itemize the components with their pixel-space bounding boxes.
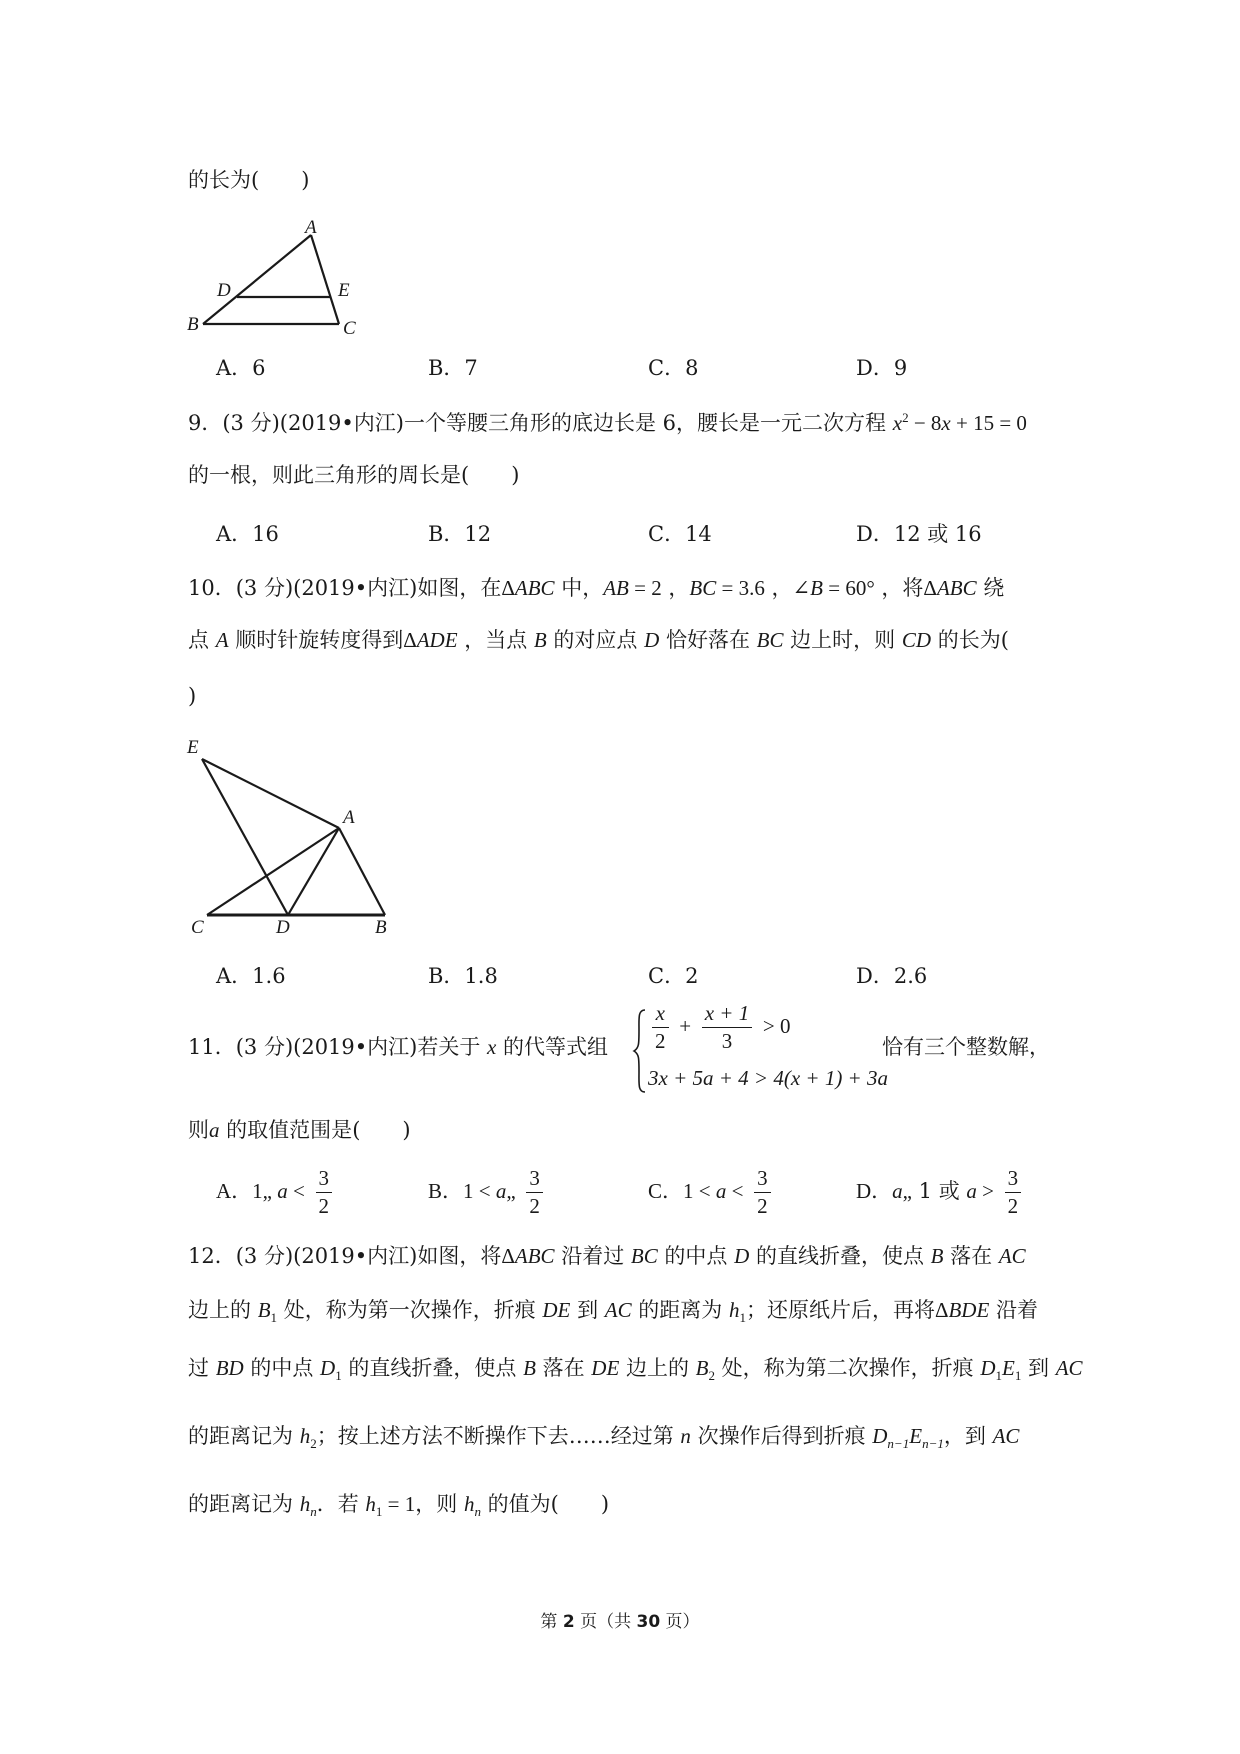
q10-option-d: D．2.6 (856, 964, 928, 988)
q8-option-c: C．8 (648, 356, 699, 380)
q8-option-a: A．6 (216, 356, 266, 380)
q11-option-d: D．a„ 1 或 a > $\frac{3}{2}$ (856, 1168, 1025, 1217)
q9-line1: 9．(3 分)(2019•内江)一个等腰三角形的底边长是 6，腰长是一元二次方程 $x^2 - 8x + 15 = 0$ (188, 410, 1027, 435)
q11-option-c: C．1 < a < $\frac{3}{2}$ (648, 1168, 775, 1217)
label-C: C (343, 318, 356, 339)
system-row-1: $\frac{x}{2}$ + $\frac{x + 1}{3}$ > 0 (648, 1003, 791, 1052)
q10-line3: ) (188, 684, 197, 708)
label-D: D (276, 917, 290, 935)
q12-line3: 过 BD 的中点 $D_1$ 的直线折叠，使点 B 落在 DE 边上的 $B_2$ 处，称为第二次操作，折痕 $D_1E_1$ 到 AC (188, 1356, 1083, 1384)
label-A: A (305, 218, 317, 238)
figure-triangle-ade (185, 218, 375, 340)
q8-tail: 的长为( ) (188, 168, 310, 192)
label-D: D (217, 280, 231, 301)
q10-line1: 10．(3 分)(2019•内江)如图，在ΔABC 中，AB = 2 ，BC = 3.6 ，∠B = 60° ，将ΔABC 绕 (188, 576, 1005, 600)
q12-line2: 边上的 $B_1$ 处，称为第一次操作，折痕 DE 到 AC 的距离为 $h_1$；还原纸片后，再将ΔBDE 沿着 (188, 1298, 1038, 1326)
label-A: A (343, 807, 355, 828)
q10-line2: 点 A 顺时针旋转度得到ΔADE ，当点 B 的对应点 D 恰好落在 BC 边上时，则 CD 的长为( (188, 628, 1009, 652)
q11-option-b: B．1 < a„ $\frac{3}{2}$ (428, 1168, 547, 1217)
q9-option-b: B．12 (428, 522, 492, 546)
q12-line4: 的距离记为 $h_2$；按上述方法不断操作下去……经过第 n 次操作后得到折痕 $D_{n-1}E_{n-1}$，到 AC (188, 1424, 1020, 1452)
q11-trail: 恰有三个整数解， (882, 1035, 1050, 1059)
label-C: C (191, 917, 204, 935)
q12-line1: 12．(3 分)(2019•内江)如图，将ΔABC 沿着过 BC 的中点 D 的直线折叠，使点 B 落在 AC (188, 1244, 1026, 1268)
q10-option-c: C．2 (648, 964, 699, 988)
q11-option-a: A．1„ a < $\frac{3}{2}$ (216, 1168, 336, 1217)
system-brace (632, 1008, 648, 1094)
page-footer: 第 2 页（共 30 页） (540, 1612, 700, 1632)
system-row-2: 3x + 5a + 4 > 4(x + 1) + 3a (648, 1066, 888, 1090)
q11-line2: 则a 的取值范围是( ) (188, 1118, 411, 1142)
q11-lead: 11．(3 分)(2019•内江)若关于 x 的代等式组 (188, 1035, 609, 1059)
q8-option-d: D．9 (856, 356, 908, 380)
label-B: B (187, 314, 199, 335)
page-number: 2 (562, 1612, 575, 1632)
label-B: B (375, 917, 387, 935)
q9-option-a: A．16 (216, 522, 279, 546)
label-E: E (338, 280, 350, 301)
q9-line2: 的一根，则此三角形的周长是( ) (188, 463, 520, 487)
page-total: 30 (636, 1612, 661, 1632)
q10-option-a: A．1.6 (216, 964, 286, 988)
label-E: E (187, 737, 199, 758)
q9-option-c: C．14 (648, 522, 712, 546)
q8-option-b: B．7 (428, 356, 478, 380)
q10-option-b: B．1.8 (428, 964, 498, 988)
q9-option-d: D．12 或 16 (856, 522, 982, 546)
q12-line5: 的距离记为 $h_n$．若 $h_1 = 1$，则 $h_n$ 的值为( ) (188, 1492, 610, 1520)
figure-rotation-abc (185, 735, 395, 935)
